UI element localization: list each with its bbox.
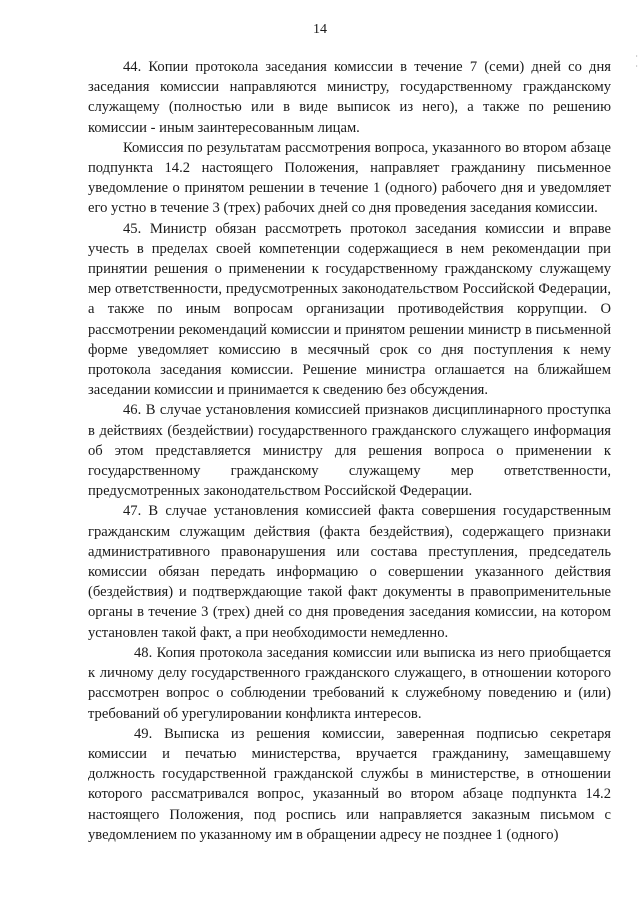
paragraph-49: 49. Выписка из решения комиссии, заверенная подписью секретаря комиссии и печатью министерства, вручается гражданину, замещавшему должность государственной гражданской службы в министерстве, в отношении которого рассматривался вопрос, указанный во втором абзаце подпункта 14.2 настоящего Положения, под роспись или направляется заказным письмом с уведомлением по указанному им в обращении адресу не позднее 1 (одного) — [88, 725, 611, 843]
paragraph-46: 46. В случае установления комиссией признаков дисциплинарного проступка в действиях (бездействии) государственного гражданского служащего информация об этом представляется министру для решения вопроса о применении к государственному гражданскому служащему мер ответственности, предусмотренных законодательством Российской Федерации. — [88, 402, 611, 500]
page-number: 14 — [313, 22, 327, 37]
paragraph-47: 47. В случае установления комиссией факта совершения государственным гражданским служащим действия (факта бездействия), содержащего признаки административного правонарушения или состава преступления, председатель комиссии обязан передать информацию о совершении указанного действия (бездействия) и подтверждающие такой факт документы в правоприменительные органы в течение 3 (трех) дней со дня проведения заседания комиссии, на котором установлен такой факт, а при необходимости немедленно. — [88, 503, 611, 641]
scan-artifact-mark: · · — [635, 52, 638, 71]
paragraph-44-commission-notice: Комиссия по результатам рассмотрения вопроса, указанного во втором абзаце подпункта 14.2 настоящего Положения, направляет гражданину письменное уведомление о принятом решении в течение 1 (одного) рабочего дня и уведомляет его устно в течение 3 (трех) рабочих дней со дня проведения заседания комиссии. — [88, 139, 611, 217]
paragraph-44: 44. Копии протокола заседания комиссии в течение 7 (семи) дней со дня заседания комиссии направляются министру, государственному гражданскому служащему (полностью или в виде выписок из него), а также по решению комиссии - иным заинтересованным лицам. — [88, 59, 611, 136]
paragraph-48: 48. Копия протокола заседания комиссии или выписка из него приобщается к личному делу государственного гражданского служащего, в отношении которого рассмотрен вопрос о соблюдении требований к служебному поведению и (или) требований об урегулировании конфликта интересов. — [88, 644, 611, 722]
body-text — [88, 57, 611, 845]
paragraph-45: 45. Министр обязан рассмотреть протокол заседания комиссии и вправе учесть в пределах своей компетенции содержащиеся в нем рекомендации при принятии решения о применении к государственному гражданскому служащему мер ответственности, предусмотренных законодательством Российской Федерации, а также по иным вопросам организации противодействия коррупции. О рассмотрении рекомендаций комиссии и принятом решении министр в письменной форме уведомляет комиссию в месячный срок со дня поступления к нему протокола заседания комиссии. Решение министра оглашается на ближайшем заседании комиссии и принимается к сведению без обсуждения. — [88, 220, 611, 399]
